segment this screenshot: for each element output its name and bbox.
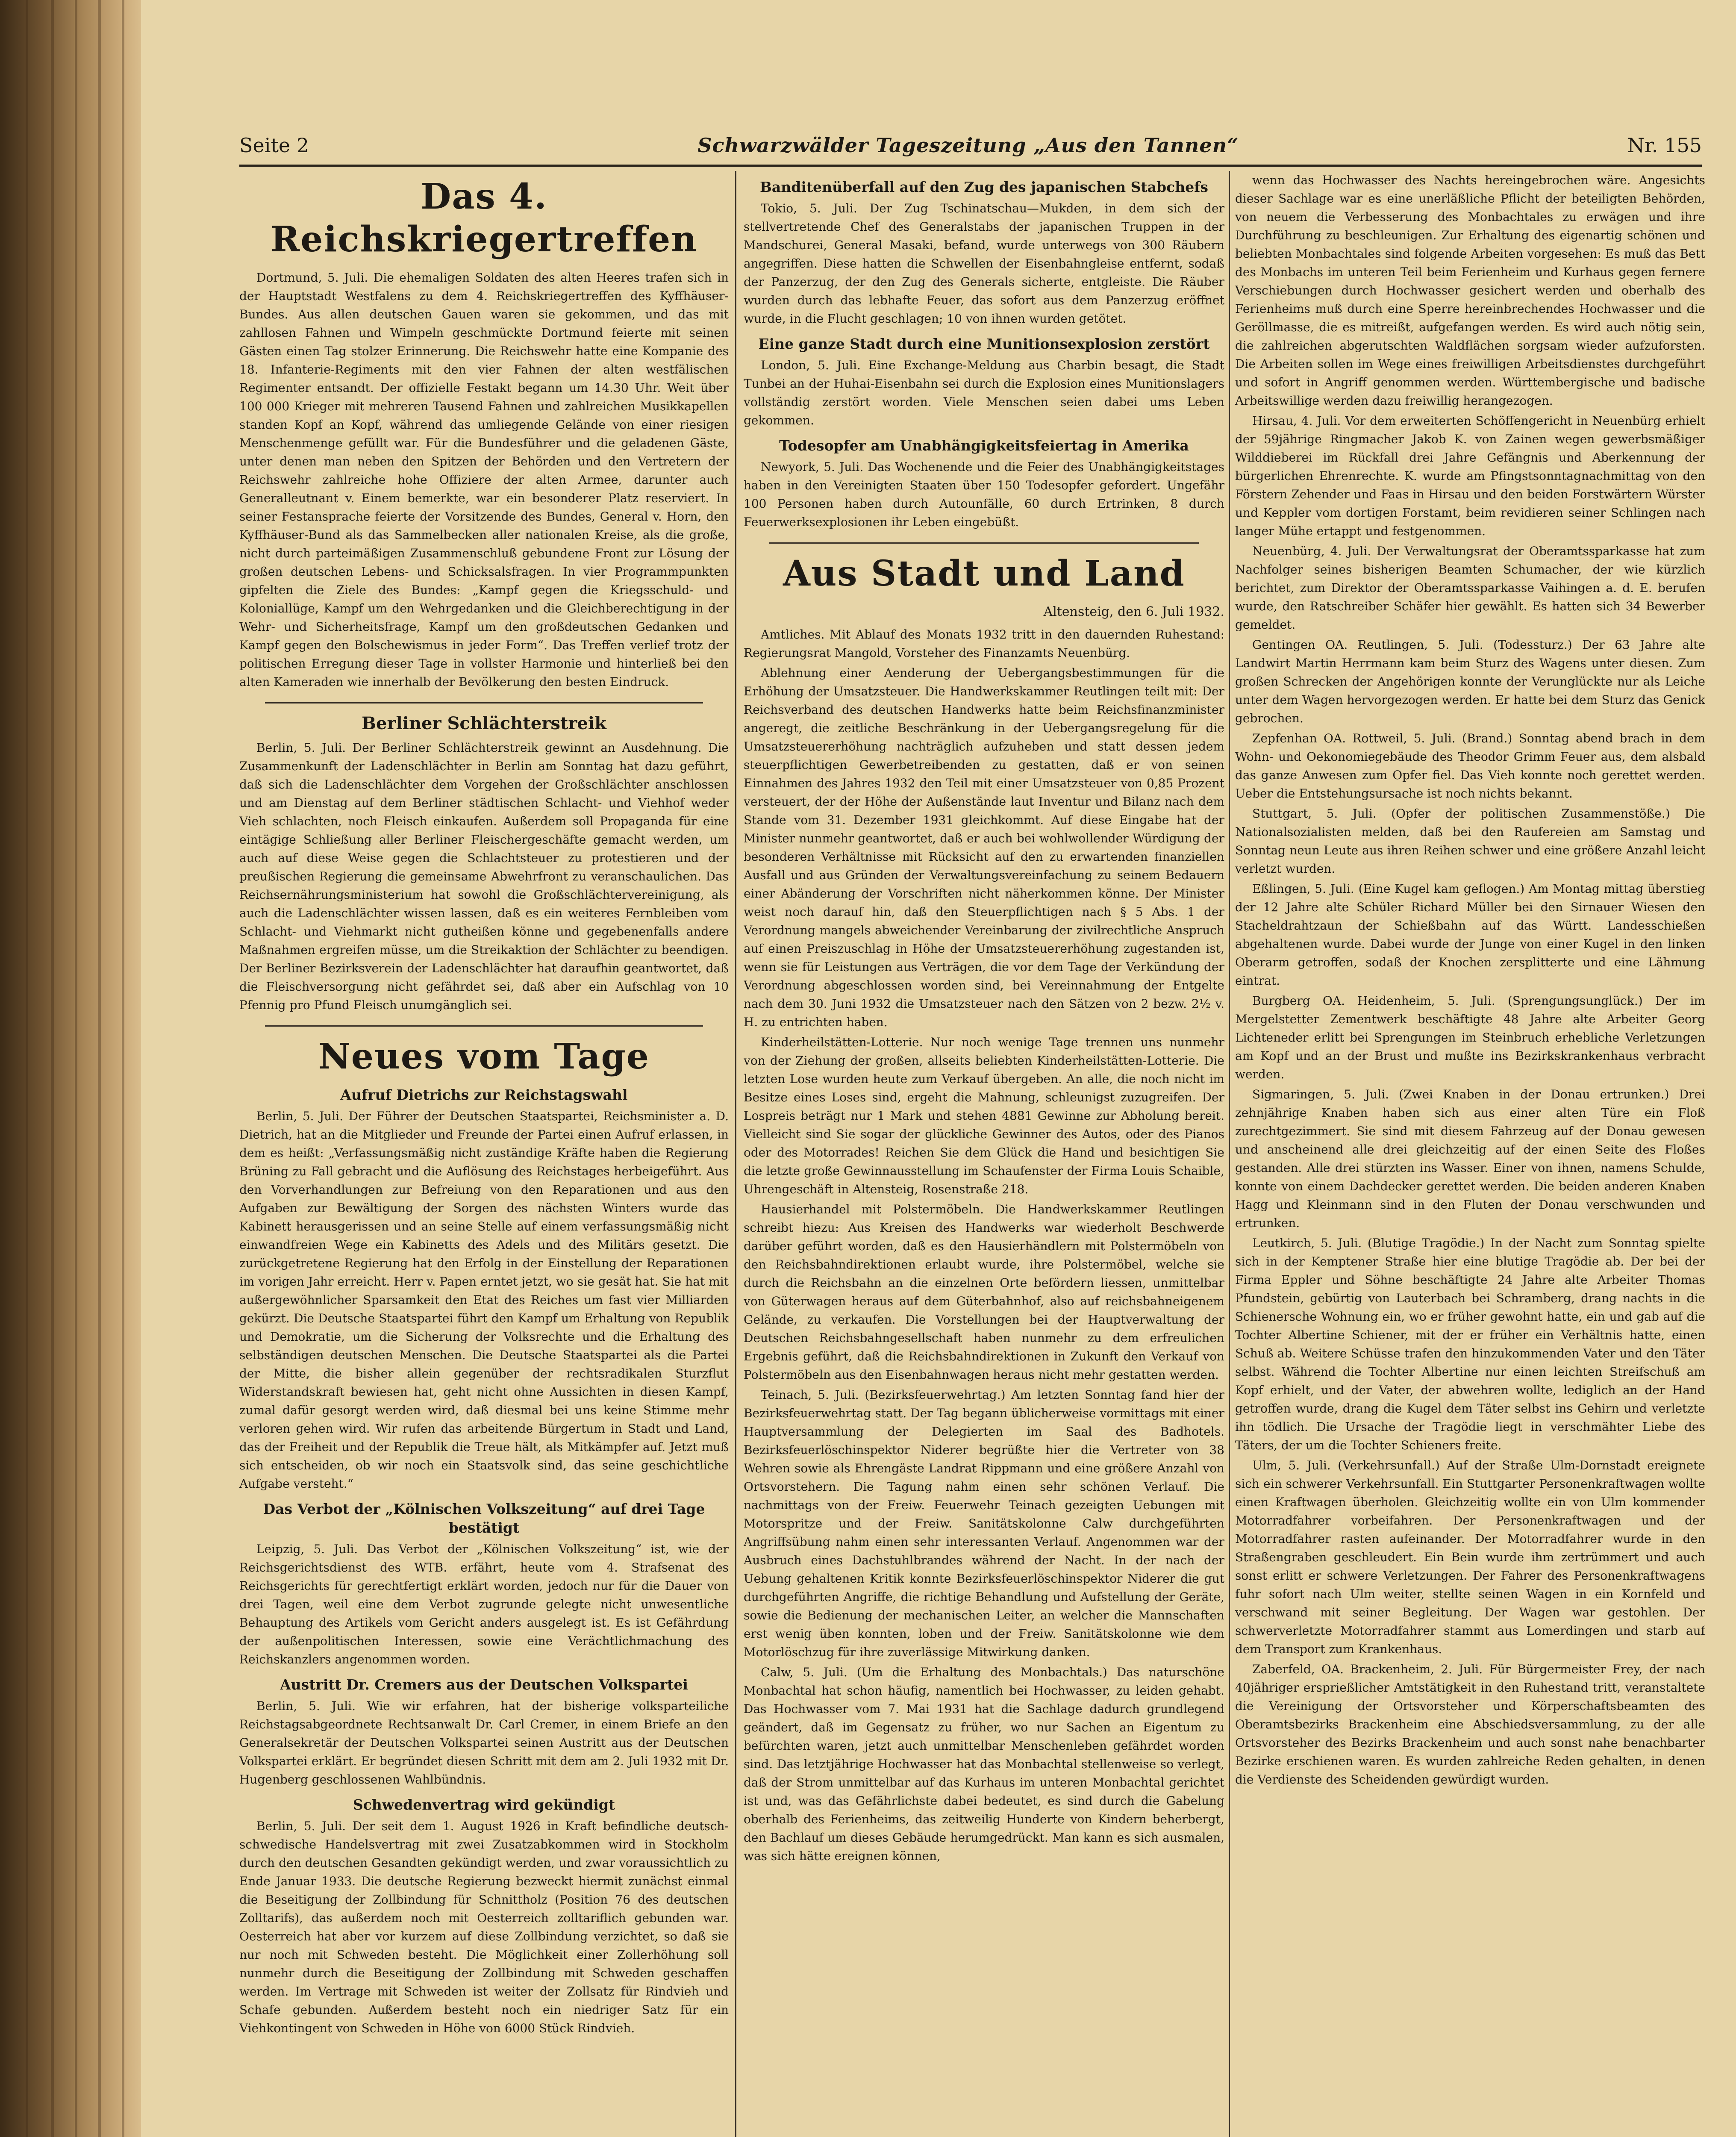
book-binding — [0, 0, 141, 2137]
article-text: Hirsau, 4. Juli. Vor dem erweiterten Schöffengericht in Neuenbürg erhielt der 59jährige Ringmacher Jakob K. von Zainen wegen gewerbsmäßiger Wilddieberei im Rückfall drei Jahre Gefängnis und Aberkennung der bürgerlichen Ehrenrechte. K. wurde am Pfingstsonntagnachmittag von den Förstern Zehender und Faas in Hirsau und den beiden Forstwärtern Würster und Keppler vom dortigen Forstamt, beim revidieren seiner Schlingen nach langer Mühe ertappt und festgenommen. — [1235, 414, 1705, 538]
page-edge — [51, 0, 54, 2137]
article-text: Amtliches. Mit Ablauf des Monats 1932 tritt in den dauernden Ruhestand: Regierungsrat Mangold, Vorsteher des Finanzamts Neuenbürg. — [744, 627, 1224, 660]
column-3 — [1235, 171, 1705, 2137]
article-headline: Schwedenvertrag wird gekündigt — [353, 1796, 615, 1813]
article-text: Stuttgart, 5. Juli. (Opfer der politischen Zusammenstöße.) Die Nationalsozialisten melden, daß bei den Raufereien am Samstag und Sonntag neun Leute aus ihren Reihen schwer und eine größere Anzahl leicht verletzt wurden. — [1235, 807, 1705, 876]
article-text: Hausierhandel mit Polstermöbeln. Die Handwerkskammer Reutlingen schreibt hiezu: Aus Kreisen des Handwerks war wiederholt Beschwerde darüber geführt worden, daß es den Hausierhändlern mit Polstermöbeln von den Reichsbahndirektionen erlaubt wurde, ihre Polstermöbel, welche sie durch die Reichsbahn an die einzelnen Orte befördern liessen, unmittelbar von Güterwagen heraus auf dem Güterbahnhof, also auf reichsbahneigenem Gelände, zu verkaufen. Die Vorstellungen bei der Hauptverwaltung der Deutschen Reichsbahngesellschaft haben nunmehr zu dem erfreulichen Ergebnis geführt, daß die Reichsbahndirektionen in Zukunft den Verkauf von Polstermöbeln aus den Eisenbahnwagen heraus nicht mehr gestatten werden. — [744, 1202, 1224, 1382]
newspaper-page — [141, 0, 1736, 2137]
article-text: Berlin, 5. Juli. Der seit dem 1. August 1926 in Kraft befindliche deutsch-schwedische Handelsvertrag mit zwei Zusatzabkommen wird in Stockholm durch den deutschen Gesandten gekündigt werden, und zwar voraussichtlich zu Ende Januar 1933. Die deutsche Regierung bezweckt hiermit zunächst einmal die Beseitigung der Zollbindung für Schnittholz (Position 76 des deutschen Zolltarifs), das außerdem noch mit Oesterreich zolltariflich gebunden war. Oesterreich hat aber vor kurzem auf diese Zollbindung verzichtet, so daß sie nur noch mit Schweden besteht. Die Möglichkeit einer Zollerhöhung soll nunmehr durch die Beseitigung der Zollbindung mit Schweden geschaffen werden. Im Vertrage mit Schweden ist weiter der Zollsatz für Rindvieh und Schafe gebunden. Außerdem besteht noch ein niedriger Satz für ein Viehkontingent von Schweden in Höhe von 6000 Stück Rindvieh. — [239, 1819, 729, 2035]
page-header — [239, 130, 1702, 160]
column-2 — [744, 171, 1224, 2137]
article-text: Ablehnung einer Aenderung der Uebergangsbestimmungen für die Erhöhung der Umsatzsteuer. Die Handwerkskammer Reutlingen teilt mit: Der Reichsverband des deutschen Handwerks hatte beim Reichsfinanzminister angeregt, die zeitliche Beschränkung in der Uebergangsregelung für die Umsatzsteuererhöhung nachträglich aufzuheben und statt dessen jedem steuerpflichtigen Gewerbetreibenden zu gestatten, daß er von seinen Einnahmen des Jahres 1932 den Teil mit einer Umsatzsteuer von 0,85 Prozent versteuert, der der Höhe der Außenstände laut Inventur und Bilanz nach dem Stande vom 31. Dezember 1931 gleichkommt. Auf diese Eingabe hat der Minister nunmehr geantwortet, daß er auch bei wohlwollender Würdigung der besonderen Verhältnisse mit Rücksicht auf den zu erwartenden finanziellen Ausfall und aus Gründen der Verwaltungsvereinfachung zu seinem Bedauern einer Abänderung der Vorschriften nicht näherkommen könne. Der Minister weist noch darauf hin, daß den Steuerpflichtigen nach § 5 Abs. 1 der Verordnung mangels abweichender Vereinbarung der zivilrechtliche Anspruch auf einen Preiszuschlag in Höhe der Umsatzsteuererhöhung zugestanden ist, wenn sie für Leistungen aus Verträgen, die vor dem Tage der Verkündung der Verordnung abgeschlossen worden sind, bei Vereinnahmung der Entgelte nach dem 30. Juni 1932 die Umsatzsteuer nach den Sätzen von 2 bezw. 2½ v. H. zu entrichten haben. — [744, 666, 1224, 1029]
column-divider — [735, 171, 736, 2137]
article-separator — [769, 542, 1199, 544]
article-text: Newyork, 5. Juli. Das Wochenende und die Feier des Unabhängigkeitstages haben in den Vereinigten Staaten über 150 Todesopfer gefordert. Ungefähr 100 Personen haben durch Autounfälle, 60 durch Ertrinken, 8 durch Feuerwerksexplosionen ihr Leben eingebüßt. — [744, 460, 1224, 529]
page-edge — [122, 0, 124, 2137]
page-edge — [75, 0, 77, 2137]
header-rule — [239, 165, 1702, 167]
article-text: Berlin, 5. Juli. Der Führer der Deutschen Staatspartei, Reichsminister a. D. Dietrich, hat an die Mitglieder und Freunde der Partei einen Aufruf erlassen, in dem es heißt: „Verfassungsmäßig nicht zuständige Kräfte haben die Regierung Brüning zu Fall gebracht und die Auflösung des Reichstages herbeigeführt. Aus den Vorverhandlungen zur Befreiung von den Reparationen und aus den Aufgaben zur Bewältigung der Sorgen des nächsten Winters wurde das Kabinett herausgerissen und an seine Stelle auf einem verfassungsmäßig nicht einwandfreien Wege ein Kabinetts des Adels und des Militärs gesetzt. Die zurückgetretene Regierung hat den Erfolg in der Einstellung der Reparationen im vorigen Jahr erreicht. Herr v. Papen erntet jetzt, wo sie gesät hat. Sie hat mit außergewöhnlicher Sparsamkeit den Etat des Reiches um fast vier Milliarden gekürzt. Die Deutsche Staatspartei führt den Kampf um Erhaltung von Republik und Demokratie, um die Sicherung der Volksrechte und die Erhaltung des selbständigen deutschen Menschen. Die Deutsche Staatspartei als die Partei der Mitte, die bisher allein gegenüber der rechtsradikalen Sturzflut Widerstandskraft bewiesen hat, geht nicht ohne Aussichten in diesen Kampf, zumal dafür gesorgt werden wird, daß diesmal bei uns keine Stimme mehr verloren gehen wird. Wir rufen das arbeitende Bürgertum in Stadt und Land, das der Freiheit und der Republik die Treue hält, als Mitkämpfer auf. Jetzt muß sich entscheiden, ob wir noch ein Staatsvolk sind, das seine geschichtliche Aufgabe versteht.“ — [239, 1109, 729, 1491]
page-edge — [98, 0, 101, 2137]
article-text: Teinach, 5. Juli. (Bezirksfeuerwehrtag.) Am letzten Sonntag fand hier der Bezirksfeuerwehrtag statt. Der Tag begann üblicherweise vormittags mit einer Hauptversammlung der Delegierten im Saal des Badhotels. Bezirksfeuerlöschinspektor Niderer begrüßte hier die Vertreter von 38 Wehren sowie als Ehrengäste Landrat Rippmann und eine größere Anzahl von Ortsvorstehern. Die Tagung nahm einen sehr schönen Verlauf. Die nachmittags von der Freiw. Feuerwehr Teinach gezeigten Uebungen mit Motorspritze und der Freiw. Sanitätskolonne Calw durchgeführten Angriffsübung nahm einen sehr interessanten Verlauf. Angenommen war der Ausbruch eines Dachstuhlbrandes während der Nacht. In der nach der Uebung gehaltenen Kritik konnte Bezirksfeuerlöschinspektor Niderer die gut durchgeführten Angriffe, die richtige Behandlung und Aufstellung der Geräte, sowie die Bedienung der mechanischen Leiter, an welcher die Mannschaften erst wenig üben konnten, loben und der Freiw. Sanitätskolonne wie dem Motorlöschzug für ihre zuverlässige Mitwirkung danken. — [744, 1388, 1224, 1659]
article-text: Leipzig, 5. Juli. Das Verbot der „Kölnischen Volkszeitung“ ist, wie der Reichsgerichtsdienst des WTB. erfährt, heute vom 4. Strafsenat des Reichsgerichts für gerechtfertigt erklärt worden, jedoch nur für die Dauer von drei Tagen, weil eine dem Verbot zugrunde gelegte nicht unwesentliche Behauptung des Artikels vom Gericht anders ausgelegt ist. Es ist Gefährdung der außenpolitischen Interessen, sowie eine Verächtlichmachung des Reichskanzlers angenommen worden. — [239, 1542, 729, 1666]
article-text: Eßlingen, 5. Juli. (Eine Kugel kam geflogen.) Am Montag mittag überstieg der 12 Jahre alte Schüler Richard Müller bei den Sirnauer Wiesen den Stacheldrahtzaun der Schießbahn auf das Württ. Landesschießen abgehaltenen wurde. Dabei wurde der Junge von einer Kugel in den linken Oberarm getroffen, sodaß der Knochen zersplitterte und eine Lähmung eintrat. — [1235, 882, 1705, 988]
newspaper-title: Schwarzwälder Tageszeitung „Aus den Tannen“ — [697, 134, 1239, 157]
article-text: Gentingen OA. Reutlingen, 5. Juli. (Todessturz.) Der 63 Jahre alte Landwirt Martin Herrmann kam beim Sturz des Wagens unter diesen. Zum großen Schrecken der Angehörigen konnte der Verunglückte nur als Leiche unter dem Wagen hervorgezogen werden. Er hatte bei dem Sturz das Genick gebrochen. — [1235, 638, 1705, 725]
section-headline: Neues vom Tage — [318, 1036, 650, 1077]
issue-number: Nr. 155 — [1627, 134, 1702, 157]
article-headline: Eine ganze Stadt durch eine Munitionsexplosion zerstört — [758, 336, 1210, 352]
article-text: wenn das Hochwasser des Nachts hereingebrochen wäre. Angesichts dieser Sachlage war es eine unerläßliche Pflicht der beteiligten Behörden, von neuem die Verbesserung des Monbachtales zu erwägen und ihre Durchführung zu beschleunigen. Zur Erhaltung des eigenartig schönen und beliebten Monbachtales sind folgende Arbeiten vorgesehen: Es muß das Bett des Monbachs im unteren Teil beim Ferienheim und Kurhaus gegen fernere Verschiebungen durch Hochwasser gesichert werden und oberhalb des Ferienheims muß durch eine Sperre hereinbrechendes Hochwasser und die Geröllmasse, die es mitreißt, aufgefangen werden. Es wird auch nötig sein, die zahlreichen abgerutschten Waldflächen sorgsam wieder aufzuforsten. Die Arbeiten sollen im Wege eines freiwilligen Arbeitsdienstes durchgeführt und sofort in Angriff genommen werden. Württembergische und badische Arbeitswillige werden dazu freiwillig herangezogen. — [1235, 173, 1705, 408]
section-headline: Aus Stadt und Land — [783, 553, 1185, 594]
column-divider — [1229, 171, 1230, 2137]
article-text: Zaberfeld, OA. Brackenheim, 2. Juli. Für Bürgermeister Frey, der nach 40jähriger ersprießlicher Amtstätigkeit in den Ruhestand tritt, veranstaltete die Vereinigung der Ortsvorsteher und Körperschaftsbeamten des Oberamtsbezirks Brackenheim eine Abschiedsversammlung, zu der alle Ortsvorsteher des Bezirks Brackenheim und auch sonst nahe benachbarter Bezirke erschienen waren. Es wurden zahlreiche Reden gehalten, in denen die Verdienste des Scheidenden gewürdigt wurden. — [1235, 1662, 1705, 1787]
article-headline: Austritt Dr. Cremers aus der Deutschen Volkspartei — [280, 1676, 688, 1693]
dateline: Altensteig, den 6. Juli 1932. — [1043, 604, 1224, 619]
article-text: Burgberg OA. Heidenheim, 5. Juli. (Sprengungsunglück.) Der im Mergelstetter Zementwerk beschäftigte 48 Jahre alte Arbeiter Georg Lichteneder erlitt bei Sprengungen im Steinbruch erhebliche Verletzungen am Kopf und an der Brust und mußte ins Bezirkskrankenhaus verbracht werden. — [1235, 994, 1705, 1081]
article-headline: Das 4. Reichskriegertreffen — [271, 176, 697, 260]
article-headline: Banditenüberfall auf den Zug des japanischen Stabchefs — [760, 179, 1208, 195]
article-text: Kinderheilstätten-Lotterie. Nur noch wenige Tage trennen uns nunmehr von der Ziehung der großen, allseits beliebten Kinderheilstätten-Lotterie. Die letzten Lose wurden heute zum Verkauf übergeben. An alle, die noch nicht im Besitze eines Loses sind, ergeht die Mahnung, schleunigst zuzugreifen. Der Lospreis beträgt nur 1 Mark und stehen 4881 Gewinne zur Abholung bereit. Vielleicht sind Sie sogar der glückliche Gewinner des Autos, oder des Pianos oder des Motorrades! Reichen Sie dem Glück die Hand und besichtigen Sie die letzte große Gewinnausstellung im Schaufenster der Firma Louis Schaible, Uhrengeschäft in Altensteig, Rosenstraße 218. — [744, 1035, 1224, 1196]
article-text: Leutkirch, 5. Juli. (Blutige Tragödie.) In der Nacht zum Sonntag spielte sich in der Kemptener Straße hier eine blutige Tragödie ab. Der bei der Firma Eppler und Söhne beschäftigte 24 Jahre alte Arbeiter Thomas Pfundstein, gebürtig von Lauterbach bei Schramberg, drang nachts in die Schienersche Wohnung ein, wo er früher gewohnt hatte, ein und gab auf die Tochter Albertine Schiener, mit der er früher ein Verhältnis hatte, einen Schuß ab. Weitere Schüsse trafen den hinzukommenden Vater und den Täter selbst. Während die Tochter Albertine nur einen leichten Streifschuß am Kopf erhielt, und der Vater, der abwehren wollte, lediglich an der Hand getroffen wurde, drang die Kugel dem Täter selbst ins Gehirn und verletzte ihn tödlich. Die Ursache der Tragödie liegt in verschmähter Liebe des Täters, der um die Tochter Schieners freite. — [1235, 1236, 1705, 1452]
article-headline: Berliner Schlächterstreik — [362, 713, 606, 733]
article-text: Calw, 5. Juli. (Um die Erhaltung des Monbachtals.) Das naturschöne Monbachtal hat schon häufig, namentlich bei Hochwasser, zu leiden gehabt. Das Hochwasser vom 7. Mai 1931 hat die Sachlage dadurch grundlegend geändert, daß im Gegensatz zu früher, wo nur Sachen an Eigentum zu befürchten waren, jetzt auch unmittelbar Menschenleben gefährdet worden sind. Das letztjährige Hochwasser hat das Monbachtal stellenweise so verlegt, daß der Strom unmittelbar auf das Kurhaus im unteren Monbachtal gerichtet ist und, was das Gefährlichste dabei bedeutet, es sind durch die Gabelung oberhalb des Ferienheims, das zeitweilig Hunderte von Kindern beherbergt, den Bachlauf um dieses Gebäude herumgedrückt. Man kann es sich ausmalen, was sich hätte ereignen können, — [744, 1665, 1224, 1863]
article-text: Neuenbürg, 4. Juli. Der Verwaltungsrat der Oberamtssparkasse hat zum Nachfolger seines bisherigen Beamten Schumacher, der wie kürzlich berichtet, zum Direktor der Oberamtssparkasse Vaihingen a. d. E. berufen wurde, den Ratschreiber Schäfer hier gewählt. Es hatten sich 34 Bewerber gemeldet. — [1235, 544, 1705, 632]
article-headline: Todesopfer am Unabhängigkeitsfeiertag in Amerika — [779, 437, 1189, 454]
page-number: Seite 2 — [239, 134, 309, 157]
article-separator — [265, 702, 703, 704]
article-text: Ulm, 5. Juli. (Verkehrsunfall.) Auf der Straße Ulm-Dornstadt ereignete sich ein schwerer Verkehrsunfall. Ein Stuttgarter Personenkraftwagen wollte einen Kraftwagen überholen. Gleichzeitig wollte ein von Ulm kommender Motorradfahrer vorbeifahren. Der Personenkraftwagen und der Motorradfahrer rasten aufeinander. Der Motorradfahrer wurde in den Straßengraben geschleudert. Ein Bein wurde ihm zertrümmert und auch sonst erlitt er schwere Verletzungen. Der Fahrer des Personenkraftwagens fuhr sofort nach Ulm weiter, stellte seinen Wagen in ein Kornfeld und verschwand mit seiner Begleitung. Der Wagen war gestohlen. Der schwerverletzte Motorradfahrer stammt aus Lomerdingen und starb auf dem Transport zum Krankenhaus. — [1235, 1458, 1705, 1656]
page-edge — [26, 0, 28, 2137]
article-text: Berlin, 5. Juli. Wie wir erfahren, hat der bisherige volksparteiliche Reichstagsabgeordnete Rechtsanwalt Dr. Carl Cremer, in einem Briefe an den Generalsekretär der Deutschen Volkspartei seinen Austritt aus der Deutschen Volkspartei erklärt. Er begründet diesen Schritt mit dem am 2. Juli 1932 mit Dr. Hugenberg geschlossenen Wahlbündnis. — [239, 1699, 729, 1787]
article-text: Zepfenhan OA. Rottweil, 5. Juli. (Brand.) Sonntag abend brach in dem Wohn- und Oekonomiegebäude des Theodor Grimm Feuer aus, dem alsbald das ganze Anwesen zum Opfer fiel. Das Vieh konnte noch gerettet werden. Ueber die Entstehungsursache ist noch nichts bekannt. — [1235, 731, 1705, 801]
article-text: London, 5. Juli. Eine Exchange-Meldung aus Charbin besagt, die Stadt Tunbei an der Huhai-Eisenbahn sei durch die Explosion eines Munitionslagers vollständig zerstört worden. Viele Menschen seien dabei ums Leben gekommen. — [744, 358, 1224, 427]
article-text: Sigmaringen, 5. Juli. (Zwei Knaben in der Donau ertrunken.) Drei zehnjährige Knaben haben sich aus einer alten Türe ein Floß zurechtgezimmert. Sie sind mit diesem Fahrzeug auf der Donau gewesen und anscheinend alle drei gleichzeitig auf der einen Seite des Floßes gestanden. Alle drei stürzten ins Wasser. Einer von ihnen, namens Schulde, konnte von einem Dachdecker gerettet werden. Die beiden anderen Knaben Hagg und Kleinmann sind in den Fluten der Donau verschwunden und ertrunken. — [1235, 1087, 1705, 1230]
article-headline: Das Verbot der „Kölnischen Volkszeitung“ auf drei Tage bestätigt — [263, 1501, 705, 1536]
column-1 — [239, 171, 729, 2137]
article-headline: Aufruf Dietrichs zur Reichstagswahl — [340, 1086, 628, 1103]
article-separator — [265, 1025, 703, 1027]
article-text: Dortmund, 5. Juli. Die ehemaligen Soldaten des alten Heeres trafen sich in der Hauptstadt Westfalens zu dem 4. Reichskriegertreffen des Kyffhäuser-Bundes. Aus allen deutschen Gauen waren sie gekommen, und das mit zahllosen Fahnen und Wimpeln geschmückte Dortmund feierte mit seinen Gästen einen Tag stolzer Erinnerung. Die Reichswehr hatte eine Kompanie des 18. Infanterie-Regiments mit den vier Fahnen der alten westfälischen Regimenter entsandt. Der offizielle Festakt begann um 14.30 Uhr. Weit über 100 000 Krieger mit mehreren Tausend Fahnen und zahlreichen Musikkapellen standen Kopf an Kopf, während das umliegende Gelände von einer riesigen Menschenmenge gefüllt war. Für die Bundesführer und die geladenen Gäste, unter denen man neben den Spitzen der Behörden und den Vertretern der Reichswehr zahlreiche hohe Offiziere der alten Armee, darunter auch Generalleutnant v. Einem bemerkte, war ein besonderer Platz reserviert. In seiner Festansprache feierte der Vorsitzende des Bundes, General v. Horn, den Kyffhäuser-Bund als das Sammelbecken aller nationalen Kreise, als die große, nicht durch parteimäßigen Zusammenschluß gebundene Front zur Lösung der großen deutschen Lebens- und Schicksalsfragen. In vier Programmpunkten gipfelten die Ziele des Bundes: „Kampf gegen die Kriegsschuld- und Koloniallüge, Kampf um den Wehrgedanken und die Gleichberechtigung in der Wehr- und Sicherheitsfrage, Kampf um den großdeutschen Gedanken und Kampf gegen den Bolschewismus in jeder Form“. Das Treffen verlief trotz der politischen Erregung dieser Tage in vollster Harmonie und hinterließ bei den alten Kameraden wie innerhalb der Bevölkerung den besten Eindruck. — [239, 271, 729, 689]
article-text: Berlin, 5. Juli. Der Berliner Schlächterstreik gewinnt an Ausdehnung. Die Zusammenkunft der Ladenschlächter in Berlin am Sonntag hat dazu geführt, daß sich die Ladenschlächter dem Vorgehen der Großschlächter anschlossen und am Dienstag auf dem Berliner städtischen Schlacht- und Viehhof weder Vieh schlachten, noch Fleisch einkaufen. Außerdem soll Propaganda für eine eintägige Schließung aller Berliner Fleischergeschäfte gemacht werden, um auch auf diese Weise gegen die Schlachtsteuer zu protestieren und der preußischen Regierung die gemeinsame Abwehrfront zu veranschaulichen. Das Reichsernährungsministerium hat sowohl die Großschlächtervereinigung, als auch die Ladenschlächter wissen lassen, daß es ein weiteres Fernbleiben vom Schlacht- und Viehmarkt nicht gutheißen könne und gegebenenfalls andere Maßnahmen ergreifen müsse, um die Streikaktion der Schlächter zu beendigen. Der Berliner Bezirksverein der Ladenschlächter hat daraufhin geantwortet, daß die Fleischversorgung nicht gefährdet sei, daß aber ein Aufschlag von 10 Pfennig pro Pfund Fleisch unumgänglich sei. — [239, 741, 729, 1012]
article-text: Tokio, 5. Juli. Der Zug Tschinatschau—Mukden, in dem sich der stellvertretende Chef des Generalstabs der japanischen Truppen in der Mandschurei, General Masaki, befand, wurde unterwegs von 300 Räubern angegriffen. Diese hatten die Schwellen der Eisenbahngleise entfernt, sodaß der Panzerzug, der den Zug des Generals sicherte, entgleiste. Die Räuber wurden durch das lebhafte Feuer, das sofort aus dem Panzerzug eröffnet wurde, in die Flucht geschlagen; 10 von ihnen wurden getötet. — [744, 201, 1224, 326]
